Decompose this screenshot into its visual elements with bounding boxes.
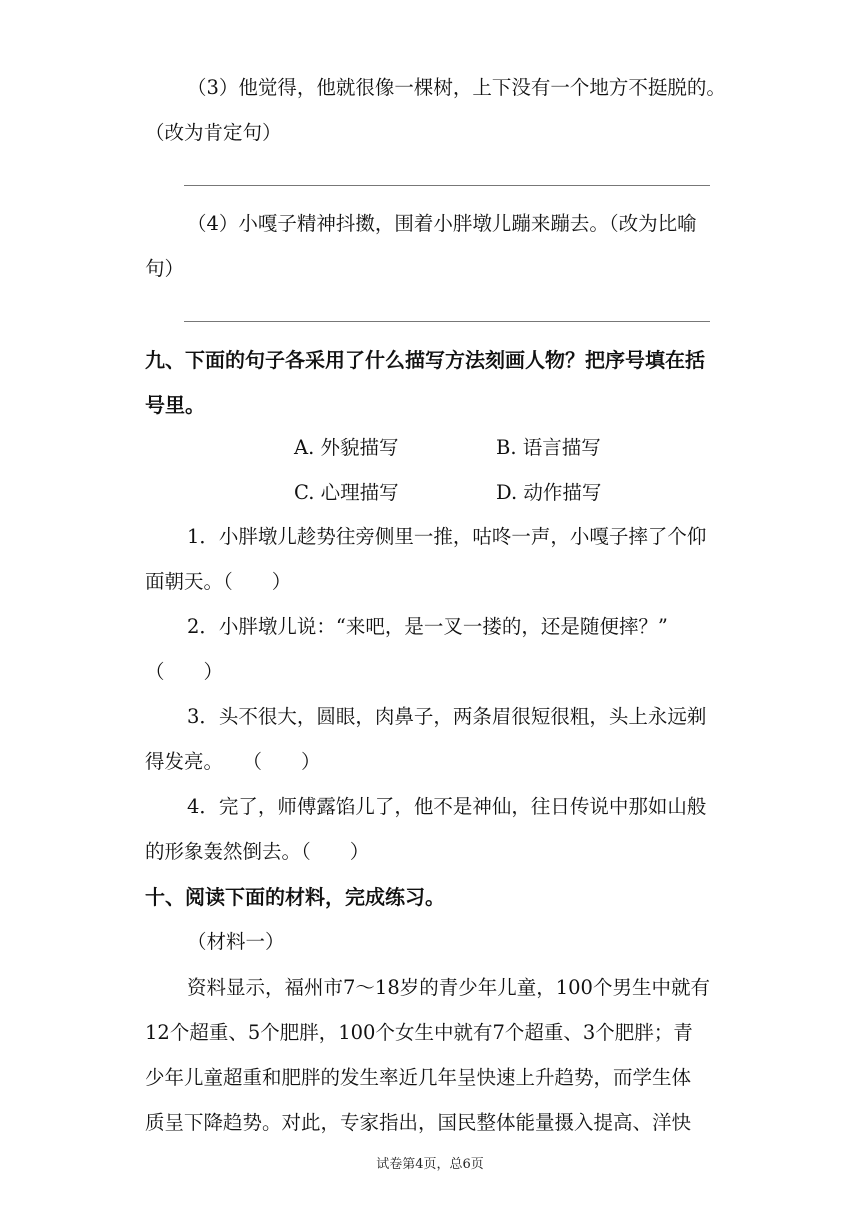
q8-3-line2: （改为肯定句） bbox=[145, 121, 282, 144]
option-d: D. 动作描写 bbox=[496, 481, 602, 504]
q9-1-line2: 面朝天。（ ） bbox=[145, 570, 292, 593]
q9-1-line1: 1．小胖墩儿趁势往旁侧里一推，咕咚一声，小嘎子摔了个仰 bbox=[187, 525, 707, 548]
paragraph-line2: 12个超重、5个肥胖，100个女生中就有7个超重、3个肥胖；青 bbox=[145, 1021, 693, 1044]
answer-line-q8-3 bbox=[184, 185, 710, 186]
material-label: （材料一） bbox=[187, 930, 285, 953]
paragraph-line3: 少年儿童超重和肥胖的发生率近几年呈快速上升趋势，而学生体 bbox=[145, 1066, 692, 1089]
option-c: C. 心理描写 bbox=[294, 481, 399, 504]
q9-4-line1: 4．完了，师傅露馅儿了，他不是神仙，往日传说中那如山般 bbox=[187, 795, 707, 818]
paragraph-line1: 资料显示，福州市7～18岁的青少年儿童，100个男生中就有 bbox=[187, 976, 710, 999]
option-a: A. 外貌描写 bbox=[294, 436, 399, 459]
q9-3-line1: 3．头不很大，圆眼，肉鼻子，两条眉很短很粗，头上永远剃 bbox=[187, 705, 707, 728]
section9-heading-line1: 九、下面的句子各采用了什么描写方法刻画人物？把序号填在括 bbox=[145, 348, 705, 372]
q8-3-line1: （3）他觉得，他就很像一棵树，上下没有一个地方不挺脱的。 bbox=[187, 76, 726, 99]
q8-4-line1: （4）小嘎子精神抖擞，围着小胖墩儿蹦来蹦去。（改为比喻 bbox=[187, 212, 697, 235]
answer-line-q8-4 bbox=[184, 321, 710, 322]
q9-2-line2: （ ） bbox=[145, 660, 224, 683]
q9-2-line1: 2．小胖墩儿说：“来吧，是一叉一搂的，还是随便摔？” bbox=[187, 615, 668, 638]
option-b: B. 语言描写 bbox=[496, 436, 601, 459]
q9-3-line2: 得发亮。 （ ） bbox=[145, 750, 321, 773]
paragraph-line4: 质呈下降趋势。对此，专家指出，国民整体能量摄入提高、洋快 bbox=[145, 1111, 692, 1134]
section9-heading-line2: 号里。 bbox=[145, 393, 205, 417]
q8-4-line2: 句） bbox=[145, 257, 185, 280]
page-footer: 试卷第4页，总6页 bbox=[376, 1157, 484, 1172]
q9-4-line2: 的形象轰然倒去。（ ） bbox=[145, 840, 370, 863]
section10-heading: 十、阅读下面的材料，完成练习。 bbox=[145, 885, 445, 909]
